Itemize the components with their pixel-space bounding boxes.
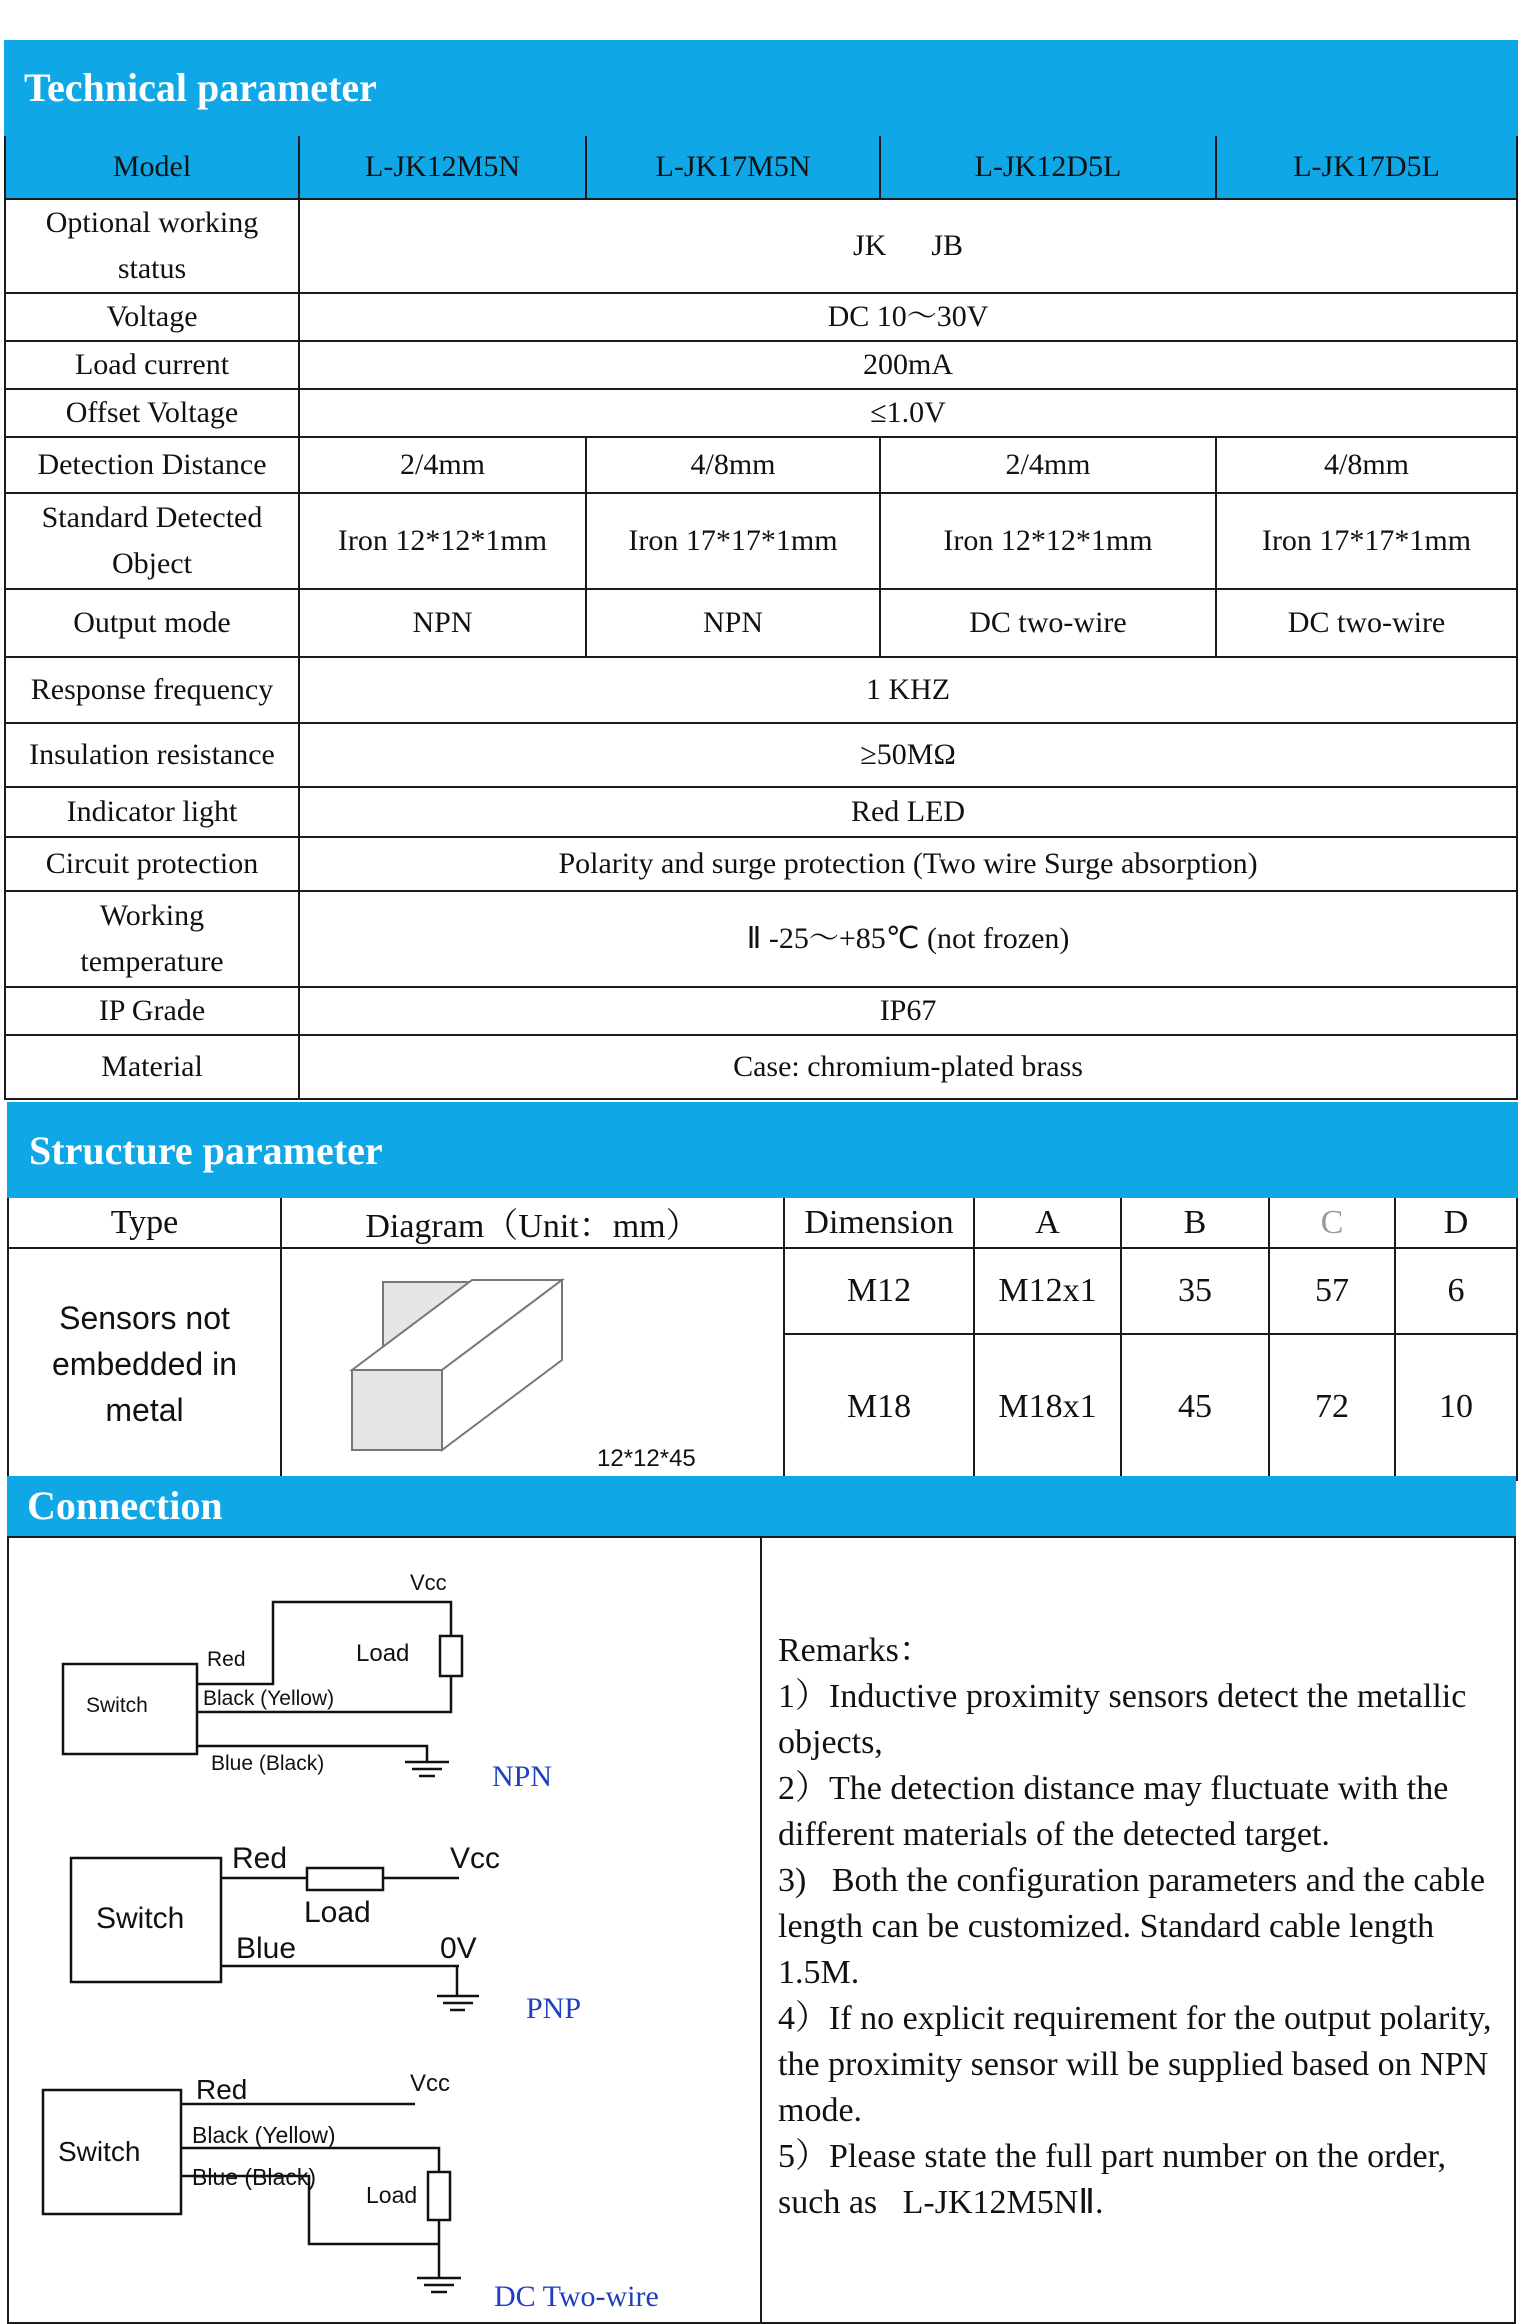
detection-distance-3: 2/4mm xyxy=(880,437,1216,493)
model-2: L-JK17M5N xyxy=(586,135,880,199)
sensor-type-cell xyxy=(8,1248,281,1480)
npn-load-label: Load xyxy=(356,1640,410,1667)
dc-vcc-label: Vcc xyxy=(410,2070,451,2097)
structure-parameter-table xyxy=(7,1102,1518,1481)
model-4: L-JK17D5L xyxy=(1216,135,1517,199)
standard-object-4: Iron 17*17*1mm xyxy=(1216,493,1517,589)
dc-load-label: Load xyxy=(366,2182,418,2208)
load-current-label: Load current xyxy=(5,341,299,389)
response-frequency-label: Response frequency xyxy=(5,657,299,723)
sensor-diagram-cell xyxy=(281,1248,784,1480)
remarks-title: Remarks： xyxy=(778,1632,933,1669)
output-mode-1: NPN xyxy=(299,589,586,657)
connection-title: Connection xyxy=(7,1476,1516,1536)
response-frequency-value: 1 KHZ xyxy=(299,657,1517,723)
sensor-type-line3: metal xyxy=(105,1392,184,1428)
c-m18: 72 xyxy=(1269,1334,1395,1480)
pnp-vcc-label: Vcc xyxy=(450,1842,501,1875)
d-m12: 6 xyxy=(1395,1248,1517,1334)
technical-parameter-table xyxy=(4,40,1518,1100)
indicator-light-value: Red LED xyxy=(299,787,1517,837)
npn-mode-label: NPN xyxy=(492,1760,553,1793)
npn-red-label: Red xyxy=(207,1648,246,1671)
voltage-value: DC 10～30V xyxy=(299,293,1517,341)
a-m12: M12x1 xyxy=(974,1248,1121,1334)
remark-4: 4）If no explicit requirement for the output polarity, the proximity sensor will be supplied based on NPN mode. xyxy=(778,2000,1492,2129)
a-m18: M18x1 xyxy=(974,1334,1121,1480)
standard-object-label xyxy=(5,493,299,589)
working-status-label xyxy=(5,199,299,293)
insulation-resistance-value: ≥50MΩ xyxy=(299,723,1517,787)
d-m18: 10 xyxy=(1395,1334,1517,1480)
diagram-header: Diagram（Unit：mm） xyxy=(281,1197,784,1248)
pnp-blue-label: Blue xyxy=(236,1932,297,1965)
a-header: A xyxy=(974,1197,1121,1248)
standard-object-1: Iron 12*12*1mm xyxy=(299,493,586,589)
remark-3: 3) Both the configuration parameters and the cable length can be customized. Standard cable length 1.5M. xyxy=(778,1862,1486,1991)
indicator-light-label: Indicator light xyxy=(5,787,299,837)
b-header: B xyxy=(1121,1197,1269,1248)
npn-black-label: Black (Yellow) xyxy=(203,1687,335,1710)
pnp-load-resistor xyxy=(307,1868,383,1890)
connection-divider xyxy=(760,1536,762,2324)
dc-mode-label: DC Two-wire xyxy=(494,2280,659,2313)
diagram-caption: 12*12*45 xyxy=(597,1445,696,1472)
remark-5: 5）Please state the full part number on the order, such as L-JK12M5NⅡ. xyxy=(778,2138,1447,2221)
dimension-m12: M12 xyxy=(784,1248,974,1334)
pnp-red-label: Red xyxy=(232,1842,288,1875)
voltage-label: Voltage xyxy=(5,293,299,341)
model-1: L-JK12M5N xyxy=(299,135,586,199)
dc-blue-label: Blue (Black) xyxy=(192,2164,316,2190)
pnp-mode-label: PNP xyxy=(526,1992,582,2025)
pnp-load-label: Load xyxy=(304,1896,371,1929)
working-status-label-line1: Optional working xyxy=(45,206,259,239)
npn-load-resistor xyxy=(440,1636,462,1676)
detection-distance-4: 4/8mm xyxy=(1216,437,1517,493)
remark-2: 2）The detection distance may fluctuate with the different materials of the detected target. xyxy=(778,1770,1449,1853)
standard-object-label-line2: Object xyxy=(112,547,192,580)
offset-voltage-value: ≤1.0V xyxy=(299,389,1517,437)
npn-switch-label: Switch xyxy=(86,1694,148,1717)
ip-grade-value: IP67 xyxy=(299,987,1517,1035)
output-mode-4: DC two-wire xyxy=(1216,589,1517,657)
npn-blue-label: Blue (Black) xyxy=(211,1752,325,1775)
structure-parameter-title: Structure parameter xyxy=(8,1103,1517,1197)
offset-voltage-label: Offset Voltage xyxy=(5,389,299,437)
output-mode-3: DC two-wire xyxy=(880,589,1216,657)
model-label: Model xyxy=(5,135,299,199)
pnp-0v-label: 0V xyxy=(440,1932,477,1965)
standard-object-2: Iron 17*17*1mm xyxy=(586,493,880,589)
dc-switch-label: Switch xyxy=(58,2136,141,2167)
insulation-resistance-label: Insulation resistance xyxy=(5,723,299,787)
npn-vcc-label: Vcc xyxy=(410,1570,447,1595)
output-mode-label: Output mode xyxy=(5,589,299,657)
working-temperature-label xyxy=(5,891,299,987)
material-label: Material xyxy=(5,1035,299,1099)
dc-black-label: Black (Yellow) xyxy=(192,2122,336,2148)
working-status-label-line2: status xyxy=(117,252,187,285)
pnp-switch-label: Switch xyxy=(96,1902,185,1935)
detection-distance-1: 2/4mm xyxy=(299,437,586,493)
sensor-box-diagram xyxy=(282,1250,782,1478)
type-header: Type xyxy=(8,1197,281,1248)
working-temperature-label-line1: Working xyxy=(99,899,205,932)
dimension-m18: M18 xyxy=(784,1334,974,1480)
circuit-protection-label: Circuit protection xyxy=(5,837,299,891)
c-m12: 57 xyxy=(1269,1248,1395,1334)
dimension-header: Dimension xyxy=(784,1197,974,1248)
working-temperature-value: Ⅱ -25～+85℃ (not frozen) xyxy=(299,891,1517,987)
b-m18: 45 xyxy=(1121,1334,1269,1480)
dc-red-label: Red xyxy=(196,2074,248,2105)
material-value: Case: chromium-plated brass xyxy=(299,1035,1517,1099)
standard-object-label-line1: Standard Detected xyxy=(41,501,263,534)
d-header: D xyxy=(1395,1197,1517,1248)
standard-object-3: Iron 12*12*1mm xyxy=(880,493,1216,589)
load-current-value: 200mA xyxy=(299,341,1517,389)
dc-load-resistor xyxy=(428,2172,450,2220)
technical-parameter-title: Technical parameter xyxy=(5,41,1517,135)
sensor-type-line1: Sensors not xyxy=(59,1300,230,1336)
output-mode-2: NPN xyxy=(586,589,880,657)
working-status-value: JK JB xyxy=(299,199,1517,293)
circuit-protection-value: Polarity and surge protection (Two wire Surge absorption) xyxy=(299,837,1517,891)
working-temperature-label-line2: temperature xyxy=(80,945,224,978)
detection-distance-2: 4/8mm xyxy=(586,437,880,493)
b-m12: 35 xyxy=(1121,1248,1269,1334)
sensor-type-line2: embedded in xyxy=(51,1346,238,1382)
detection-distance-label: Detection Distance xyxy=(5,437,299,493)
c-header: C xyxy=(1269,1197,1395,1248)
remark-1: 1）Inductive proximity sensors detect the metallic objects, xyxy=(778,1678,1467,1761)
model-3: L-JK12D5L xyxy=(880,135,1216,199)
remarks xyxy=(778,1628,1510,2226)
ip-grade-label: IP Grade xyxy=(5,987,299,1035)
